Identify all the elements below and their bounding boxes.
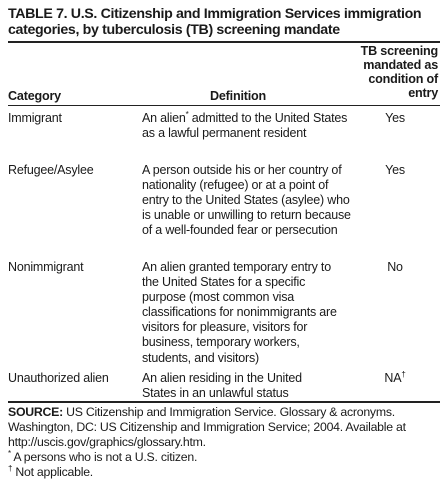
source-text: US Citizenship and Immigration Service. Glossary & acronyms. Washington, DC: US Citizenship and Immigration Service; 2004. Available at http://uscis.gov/graphics/glossary.htm. [8,405,406,449]
header-category: Category [8,89,61,103]
dagger-footnote-marker: † [401,370,406,379]
footnote-asterisk: * A persons who is not a U.S. citizen. [8,449,198,464]
row-refugee-tb: Yes [385,163,405,177]
header-tb-screening: TB screening mandated as condition of entry [360,44,438,100]
row-immigrant-definition: An alien* admitted to the United States as a lawful permanent resident [142,110,348,141]
source-label: SOURCE: [8,405,63,419]
row-unauthorized-definition: An alien residing in the United States in an unlawful status [142,371,302,401]
footnote-dagger: † Not applicable. [8,464,93,479]
row-refugee-category: Refugee/Asylee [8,163,94,177]
header-rule [8,105,440,106]
top-rule [8,41,440,43]
row-refugee-definition: A person outside his or her country of nationality (refugee) or at a point of entry to the United States (asylee) who is unable or unwilling to return because of a well-founded fear or persecution [142,163,351,238]
table-title: TABLE 7. U.S. Citizenship and Immigration Services immigration categories, by tuberculosis (TB) screening mandate [8,6,422,38]
row-immigrant-category: Immigrant [8,111,62,125]
table-footer [8,405,444,480]
row-nonimmigrant-tb: No [387,260,403,274]
row-unauthorized-category: Unauthorized alien [8,371,109,385]
row-nonimmigrant-category: Nonimmigrant [8,260,84,274]
bottom-rule [8,401,440,403]
row-immigrant-tb: Yes [385,111,405,125]
header-definition: Definition [209,89,267,103]
row-unauthorized-tb: NA† [384,370,406,385]
row-nonimmigrant-definition: An alien granted temporary entry to the United States for a specific purpose (most common visa classifications for nonimmigrants are visitors for pleasure, visitors for business, temporary workers, students, and visitors) [142,260,337,365]
asterisk-footnote-marker: * [185,110,189,119]
